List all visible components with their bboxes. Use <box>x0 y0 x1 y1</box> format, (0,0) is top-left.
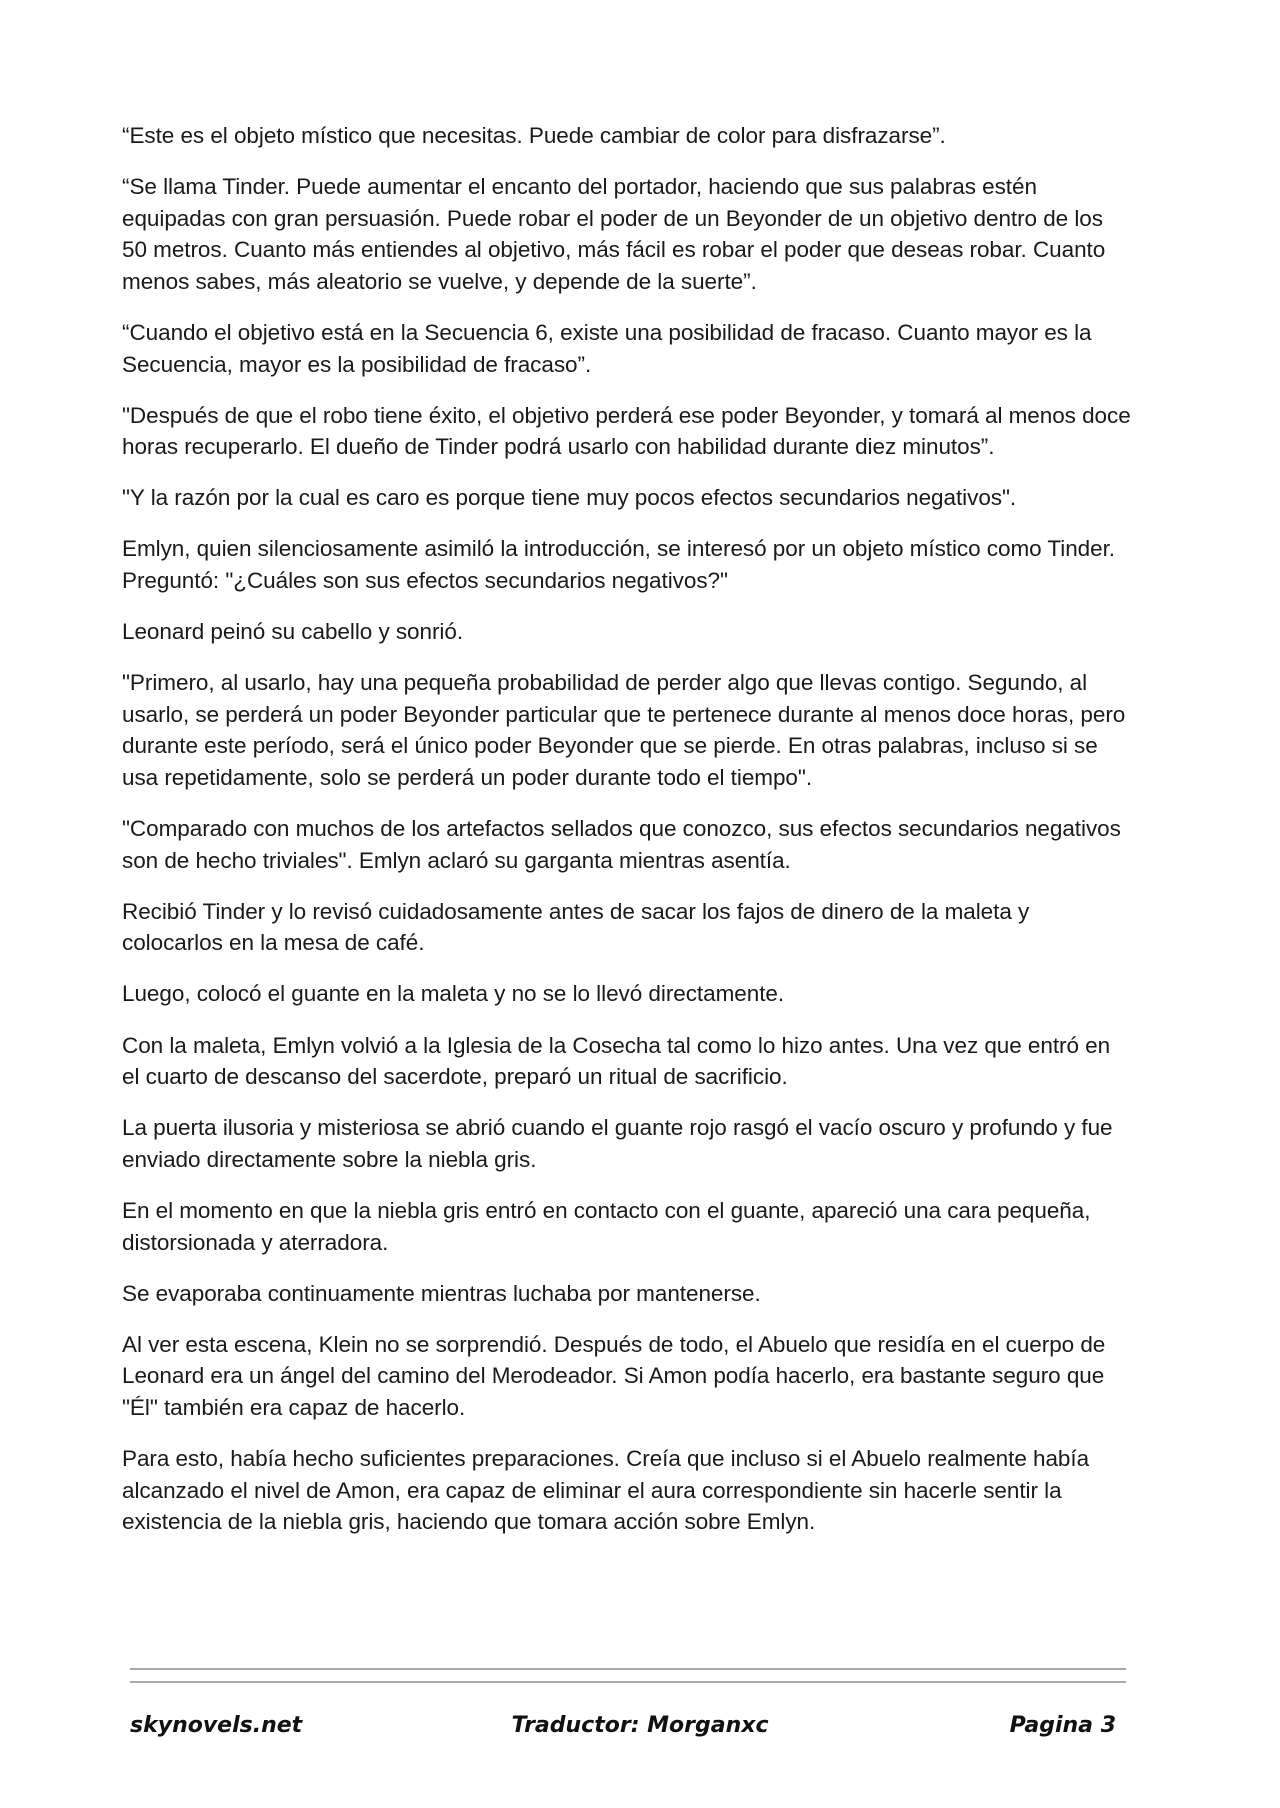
paragraph: “Este es el objeto místico que necesitas. Puede cambiar de color para disfrazarse”. <box>122 123 946 148</box>
footer-site: skynovels.net <box>130 1713 303 1738</box>
footer-rule-top <box>130 1668 1126 1670</box>
paragraph: Luego, colocó el guante en la maleta y no se lo llevó directamente. <box>122 981 785 1007</box>
paragraph: En el momento en que la niebla gris entró en contacto con el guante, apareció una cara pequeña, distorsionada y aterradora. <box>122 1197 1091 1255</box>
paragraph: "Comparado con muchos de los artefactos sellados que conozco, sus efectos secundarios negativos son de hecho triviales". Emlyn aclaró su garganta mientras asentía. <box>122 816 1121 873</box>
paragraph: Emlyn, quien silenciosamente asimiló la introducción, se interesó por un objeto místico como Tinder. Preguntó: "¿Cuáles son sus efectos secundarios negativos?" <box>122 536 1115 594</box>
footer-translator: Traductor: Morganxc <box>511 1713 769 1738</box>
paragraph: Se evaporaba continuamente mientras luchaba por mantenerse. <box>122 1280 761 1306</box>
paragraph: "Y la razón por la cual es caro es porque tiene muy pocos efectos secundarios negativos". <box>122 485 1017 511</box>
footer-page-number: Pagina 3 <box>1009 1713 1116 1738</box>
paragraph: La puerta ilusoria y misteriosa se abrió cuando el guante rojo rasgó el vacío oscuro y profundo y fue enviado directamente sobre la niebla gris. <box>122 1115 1113 1172</box>
paragraph: Para esto, había hecho suficientes preparaciones. Creía que incluso si el Abuelo realmente había alcanzado el nivel de Amon, era capaz de eliminar el aura correspondiente sin hacerle sentir la existencia de la niebla gris, haciendo que tomara acción sobre Emlyn. <box>122 1446 1090 1535</box>
paragraph: Con la maleta, Emlyn volvió a la Iglesia de la Cosecha tal como lo hizo antes. Una vez que entró en el cuarto de descanso del sacerdote, preparó un ritual de sacrificio. <box>122 1032 1111 1090</box>
footer-rule-bottom <box>130 1681 1126 1683</box>
paragraph: “Cuando el objetivo está en la Secuencia 6, existe una posibilidad de fracaso. Cuanto mayor es la Secuencia, mayor es la posibilidad de fracaso”. <box>122 319 1092 377</box>
paragraph: Al ver esta escena, Klein no se sorprendió. Después de todo, el Abuelo que residía en el cuerpo de Leonard era un ángel del camino del Merodeador. Si Amon podía hacerlo, era bastante seguro que "Él" también era capaz de hacerlo. <box>122 1331 1106 1420</box>
footer-divider <box>130 1668 1126 1694</box>
paragraph: "Primero, al usarlo, hay una pequeña probabilidad de perder algo que llevas contigo. Segundo, al usarlo, se perderá un poder Beyonder particular que te pertenece durante al menos doce horas, pero durante este período, será el único poder Beyonder que se pierde. En otras palabras, incluso si se usa repetidamente, solo se perderá un poder durante todo el tiempo". <box>122 670 1126 790</box>
paragraph: Leonard peinó su cabello y sonrió. <box>122 619 464 645</box>
document-body <box>122 120 1132 1557</box>
page-footer <box>0 1713 1280 1749</box>
paragraph: Recibió Tinder y lo revisó cuidadosamente antes de sacar los fajos de dinero de la maleta y colocarlos en la mesa de café. <box>122 898 1030 956</box>
paragraph: “Se llama Tinder. Puede aumentar el encanto del portador, haciendo que sus palabras estén equipadas con gran persuasión. Puede robar el poder de un Beyonder de un objetivo dentro de los 50 metros. Cuanto más entiendes al objetivo, más fácil es robar el poder que deseas robar. Cuanto menos sabes, más aleatorio se vuelve, y depende de la suerte”. <box>122 174 1106 294</box>
paragraph: "Después de que el robo tiene éxito, el objetivo perderá ese poder Beyonder, y tomará al menos doce horas recuperarlo. El dueño de Tinder podrá usarlo con habilidad durante diez minutos”. <box>122 402 1131 460</box>
